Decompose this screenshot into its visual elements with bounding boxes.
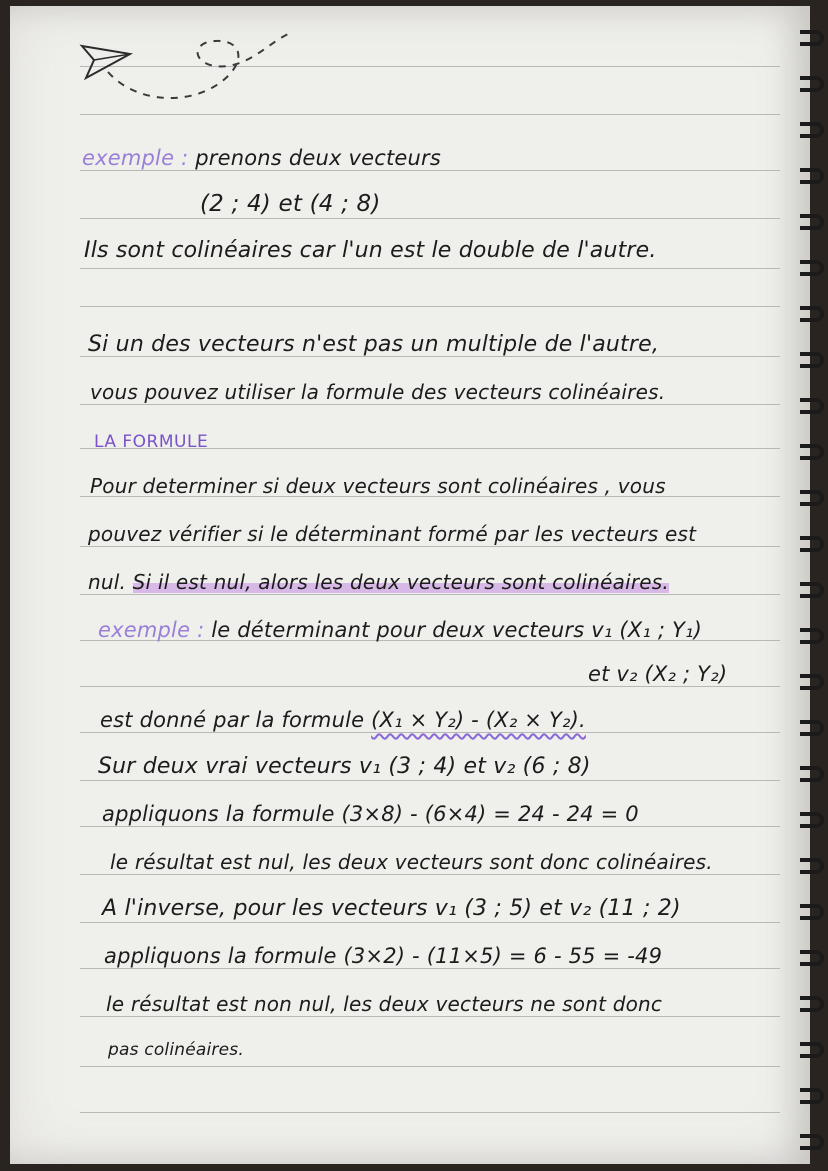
example-1-line-2: (2 ; 4) et (4 ; 8) bbox=[200, 191, 381, 217]
paper-plane-icon bbox=[78, 26, 308, 116]
determinant-formula: (X₁ × Y₂) - (X₂ × Y₂). bbox=[371, 708, 586, 732]
spiral-binding bbox=[800, 30, 826, 1160]
line-16: appliquons la formule (3×2) - (11×5) = 6 - 55 = -49 bbox=[104, 944, 663, 968]
line-17: le résultat est non nul, les deux vecteurs ne sont donc bbox=[106, 992, 663, 1016]
line-9: le déterminant pour deux vecteurs v₁ (X₁ ; Y₁) bbox=[211, 618, 703, 642]
line-4: Si un des vecteurs n'est pas un multiple de l'autre, bbox=[88, 332, 660, 357]
line-6: Pour determiner si deux vecteurs sont colinéaires , vous bbox=[90, 474, 666, 498]
line-15: A l'inverse, pour les vecteurs v₁ (3 ; 5) et v₂ (11 ; 2) bbox=[102, 896, 681, 921]
example-1-line-1 bbox=[82, 146, 441, 170]
example-2-line-1 bbox=[98, 618, 702, 642]
line-5: vous pouvez utiliser la formule des vecteurs colinéaires. bbox=[90, 380, 666, 404]
formula-heading: LA FORMULE bbox=[94, 432, 209, 452]
line-8-start: nul. bbox=[88, 570, 133, 594]
notebook-page bbox=[10, 6, 810, 1164]
line-10: et v₂ (X₂ ; Y₂) bbox=[588, 662, 728, 686]
example-2-label: exemple : bbox=[98, 618, 205, 642]
line-14: le résultat est nul, les deux vecteurs sont donc colinéaires. bbox=[110, 850, 713, 874]
line-3: Ils sont colinéaires car l'un est le double de l'autre. bbox=[84, 238, 657, 263]
example-1-label: exemple : bbox=[82, 146, 189, 170]
line-18: pas colinéaires. bbox=[108, 1040, 244, 1060]
highlighted-conclusion: Si il est nul, alors les deux vecteurs sont colinéaires. bbox=[132, 570, 669, 594]
line-11 bbox=[100, 708, 586, 732]
line-8 bbox=[88, 570, 669, 594]
line-11-start: est donné par la formule bbox=[100, 708, 372, 732]
line-13: appliquons la formule (3×8) - (6×4) = 24 - 24 = 0 bbox=[102, 802, 639, 826]
line-7: pouvez vérifier si le déterminant formé par les vecteurs est bbox=[88, 522, 697, 546]
example-1-text: prenons deux vecteurs bbox=[195, 146, 442, 170]
line-12: Sur deux vrai vecteurs v₁ (3 ; 4) et v₂ (6 ; 8) bbox=[98, 754, 591, 779]
